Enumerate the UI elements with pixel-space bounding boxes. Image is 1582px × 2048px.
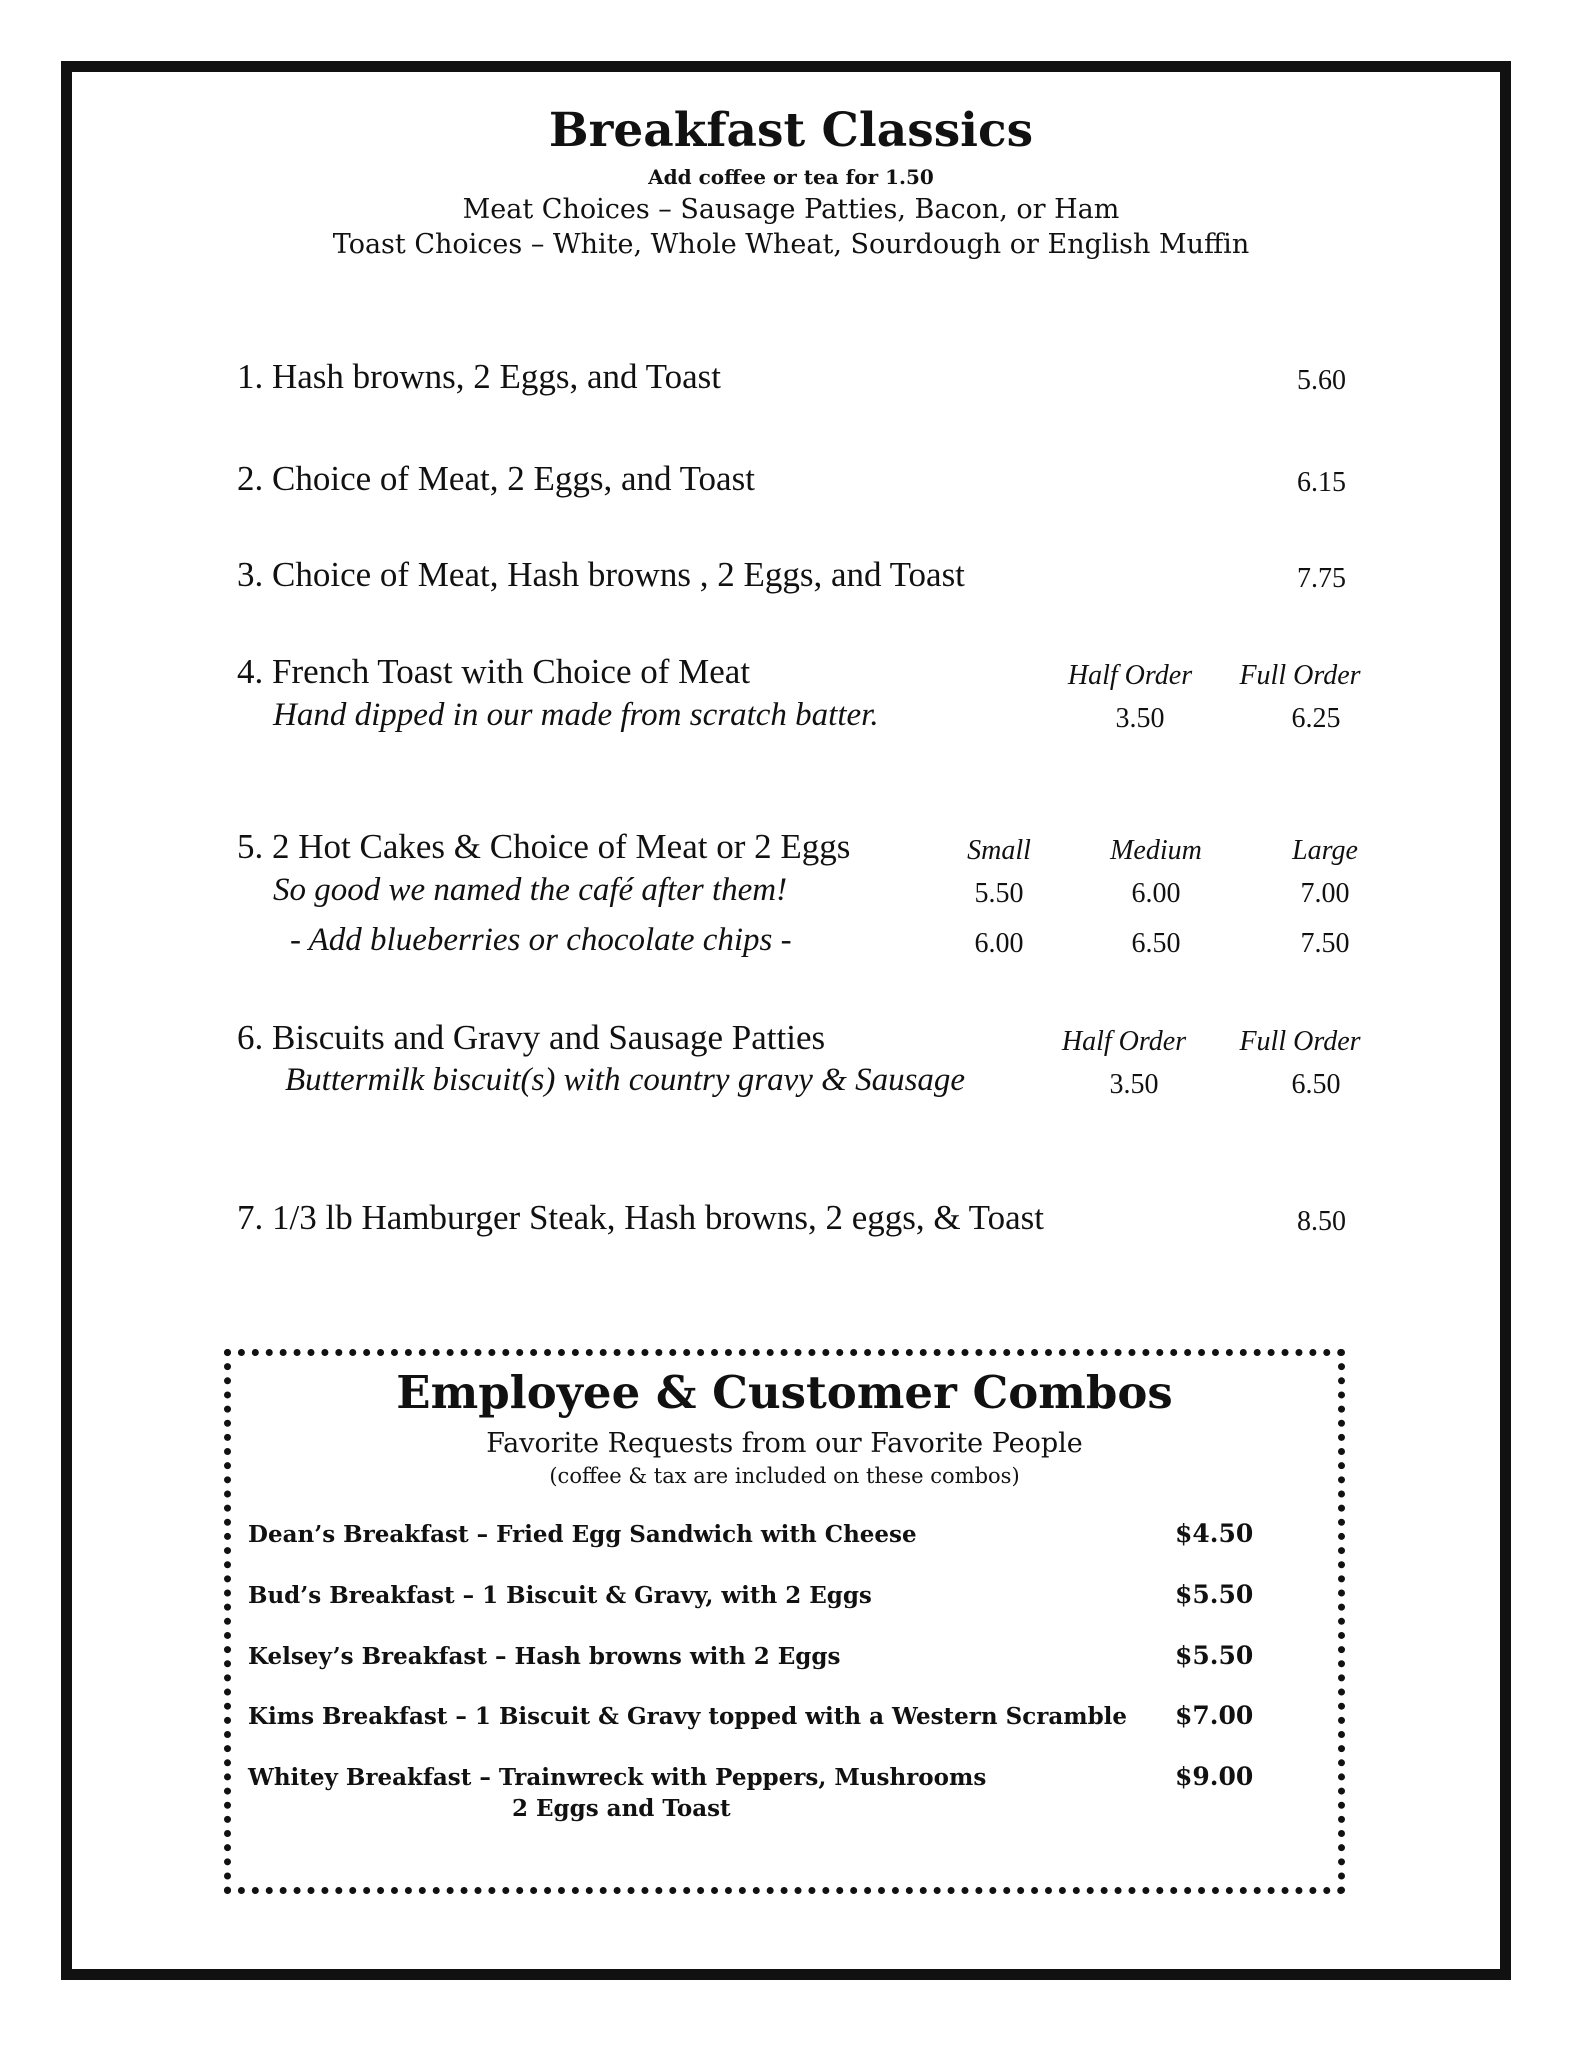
menu-item-1-price: 5.60 xyxy=(1297,365,1346,396)
combo-price: $7.00 xyxy=(1175,1701,1254,1730)
meat-choices: Meat Choices – Sausage Patties, Bacon, or Ham xyxy=(462,194,1120,225)
combo-line: Whitey Breakfast – Trainwreck with Peppers, Mushrooms xyxy=(248,1764,987,1791)
menu-item-5-addon: - Add blueberries or chocolate chips - xyxy=(290,922,792,958)
menu-item-4-full-label: Full Order xyxy=(1239,660,1361,691)
menu-item-6-full-label: Full Order xyxy=(1239,1026,1361,1057)
toast-choices: Toast Choices – White, Whole Wheat, Sourdough or English Muffin xyxy=(332,229,1250,260)
menu-item-7-price: 8.50 xyxy=(1297,1206,1346,1237)
combo-price: $5.50 xyxy=(1175,1641,1254,1670)
combo-line: Kims Breakfast – 1 Biscuit & Gravy topped with a Western Scramble xyxy=(248,1703,1128,1730)
menu-item-5-addon-large: 7.50 xyxy=(1300,928,1350,959)
menu-item-2-name: 2. Choice of Meat, 2 Eggs, and Toast xyxy=(237,459,755,498)
menu-item-4-half-label: Half Order xyxy=(1067,660,1193,691)
menu-item-5-price-medium: 6.00 xyxy=(1131,878,1181,909)
combo-line: Bud’s Breakfast – 1 Biscuit & Gravy, with 2 Eggs xyxy=(248,1582,872,1609)
menu-item-3-name: 3. Choice of Meat, Hash browns , 2 Eggs, and Toast xyxy=(237,555,965,594)
menu-item-6-name: 6. Biscuits and Gravy and Sausage Patties xyxy=(237,1018,826,1057)
beverage-note: Add coffee or tea for 1.50 xyxy=(648,165,934,189)
combos-note: (coffee & tax are included on these combos) xyxy=(549,1464,1020,1488)
menu-item-6-half-price: 3.50 xyxy=(1109,1069,1159,1100)
menu-item-5-price-small: 5.50 xyxy=(974,878,1024,909)
combo-price: $9.00 xyxy=(1175,1762,1254,1791)
combos-title: Employee & Customer Combos xyxy=(396,1366,1173,1419)
menu-item-7-name: 7. 1/3 lb Hamburger Steak, Hash browns, 2 eggs, & Toast xyxy=(237,1198,1044,1237)
menu-item-4-half-price: 3.50 xyxy=(1115,703,1165,734)
combo-price: $5.50 xyxy=(1175,1580,1254,1609)
menu-item-5-size-medium: Medium xyxy=(1110,835,1202,866)
menu-item-5-price-large: 7.00 xyxy=(1300,878,1350,909)
combo-line-continuation: 2 Eggs and Toast xyxy=(512,1795,731,1822)
combos-subtitle: Favorite Requests from our Favorite People xyxy=(486,1428,1083,1459)
menu-item-4-full-price: 6.25 xyxy=(1291,703,1341,734)
menu-item-5-addon-medium: 6.50 xyxy=(1131,928,1181,959)
menu-item-3-price: 7.75 xyxy=(1297,563,1346,594)
menu-item-5-size-large: Large xyxy=(1292,835,1358,866)
combo-line: Kelsey’s Breakfast – Hash browns with 2 Eggs xyxy=(248,1643,841,1670)
menu-item-6-full-price: 6.50 xyxy=(1291,1069,1341,1100)
menu-item-5-name: 5. 2 Hot Cakes & Choice of Meat or 2 Eggs xyxy=(237,827,851,866)
combo-price: $4.50 xyxy=(1175,1519,1254,1548)
menu-item-2-price: 6.15 xyxy=(1297,467,1346,498)
menu-item-5-desc: So good we named the café after them! xyxy=(273,872,788,908)
menu-item-6-desc: Buttermilk biscuit(s) with country gravy & Sausage xyxy=(285,1062,966,1098)
menu-item-4-name: 4. French Toast with Choice of Meat xyxy=(237,652,751,691)
menu-item-6-half-label: Half Order xyxy=(1061,1026,1187,1057)
menu-item-5-size-small: Small xyxy=(967,835,1031,866)
menu-title: Breakfast Classics xyxy=(548,103,1034,158)
combo-line: Dean’s Breakfast – Fried Egg Sandwich with Cheese xyxy=(248,1521,917,1548)
menu-item-5-addon-small: 6.00 xyxy=(974,928,1024,959)
menu-item-4-desc: Hand dipped in our made from scratch batter. xyxy=(273,697,879,733)
menu-item-1-name: 1. Hash browns, 2 Eggs, and Toast xyxy=(237,357,721,396)
